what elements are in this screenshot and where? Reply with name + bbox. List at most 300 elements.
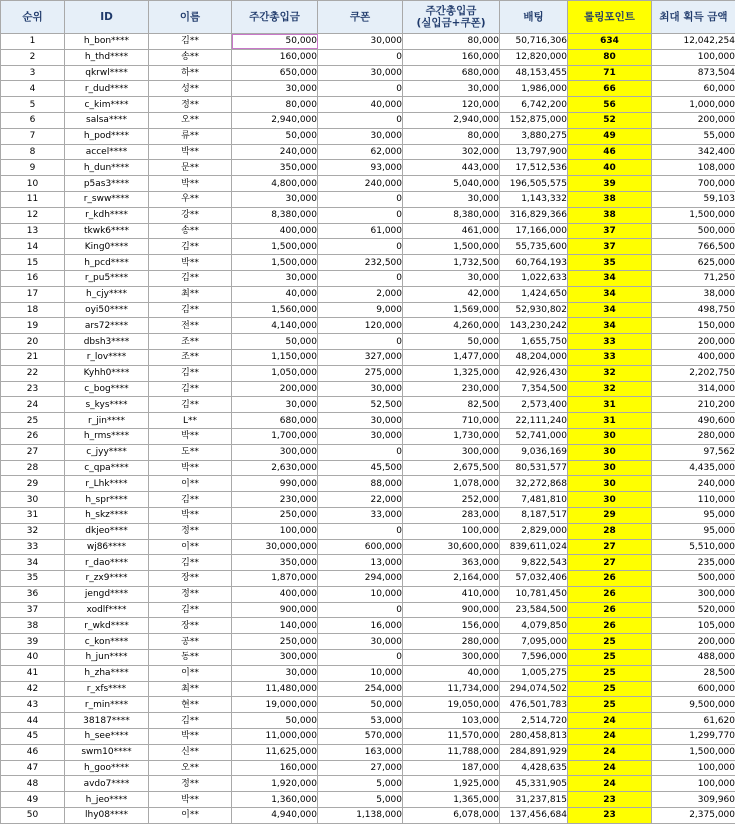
cell-betting[interactable]: 17,166,000 — [500, 223, 568, 239]
cell-coupon[interactable]: 40,000 — [318, 97, 403, 113]
cell-name[interactable]: 류** — [149, 128, 232, 144]
cell-rolling-point[interactable]: 39 — [568, 176, 652, 192]
cell-max-win[interactable]: 520,000 — [652, 602, 735, 618]
cell-rank[interactable]: 2 — [1, 49, 65, 65]
cell-rank[interactable]: 16 — [1, 270, 65, 286]
cell-betting[interactable]: 1,005,275 — [500, 665, 568, 681]
cell-max-win[interactable]: 500,000 — [652, 571, 735, 587]
cell-max-win[interactable]: 500,000 — [652, 223, 735, 239]
cell-rank[interactable]: 18 — [1, 302, 65, 318]
cell-rank[interactable]: 30 — [1, 492, 65, 508]
cell-rolling-point[interactable]: 37 — [568, 223, 652, 239]
cell-max-win[interactable]: 71,250 — [652, 270, 735, 286]
cell-rolling-point[interactable]: 26 — [568, 586, 652, 602]
cell-weekly-deposit[interactable]: 8,380,000 — [232, 207, 318, 223]
cell-weekly-deposit[interactable]: 4,940,000 — [232, 808, 318, 824]
cell-id[interactable]: s_kys**** — [65, 397, 149, 413]
cell-max-win[interactable]: 498,750 — [652, 302, 735, 318]
cell-weekly-deposit[interactable]: 650,000 — [232, 65, 318, 81]
cell-betting[interactable]: 52,930,802 — [500, 302, 568, 318]
cell-rank[interactable]: 20 — [1, 334, 65, 350]
cell-coupon[interactable]: 0 — [318, 334, 403, 350]
cell-name[interactable]: 동** — [149, 650, 232, 666]
cell-weekly-total[interactable]: 443,000 — [403, 160, 500, 176]
cell-max-win[interactable]: 200,000 — [652, 634, 735, 650]
cell-id[interactable]: h_bon**** — [65, 34, 149, 50]
cell-name[interactable]: 김** — [149, 239, 232, 255]
cell-name[interactable]: 김** — [149, 34, 232, 50]
cell-id[interactable]: h_zha**** — [65, 665, 149, 681]
cell-rank[interactable]: 23 — [1, 381, 65, 397]
cell-id[interactable]: r_xfs**** — [65, 681, 149, 697]
cell-betting[interactable]: 8,187,517 — [500, 507, 568, 523]
cell-weekly-deposit[interactable]: 30,000,000 — [232, 539, 318, 555]
cell-rolling-point[interactable]: 46 — [568, 144, 652, 160]
cell-id[interactable]: h_thd**** — [65, 49, 149, 65]
cell-id[interactable]: h_see**** — [65, 729, 149, 745]
cell-id[interactable]: r_dud**** — [65, 81, 149, 97]
cell-name[interactable]: 박** — [149, 507, 232, 523]
cell-rolling-point[interactable]: 25 — [568, 697, 652, 713]
cell-coupon[interactable]: 52,500 — [318, 397, 403, 413]
cell-weekly-deposit[interactable]: 240,000 — [232, 144, 318, 160]
cell-id[interactable]: swm10**** — [65, 744, 149, 760]
cell-name[interactable]: 조** — [149, 349, 232, 365]
cell-betting[interactable]: 284,891,929 — [500, 744, 568, 760]
cell-weekly-deposit[interactable]: 230,000 — [232, 492, 318, 508]
cell-id[interactable]: h_goo**** — [65, 760, 149, 776]
header-rolling-point[interactable]: 롤링포인트 — [568, 1, 652, 34]
cell-coupon[interactable]: 0 — [318, 444, 403, 460]
cell-rolling-point[interactable]: 31 — [568, 397, 652, 413]
cell-id[interactable]: salsa**** — [65, 112, 149, 128]
cell-rank[interactable]: 43 — [1, 697, 65, 713]
cell-betting[interactable]: 45,331,905 — [500, 776, 568, 792]
cell-weekly-total[interactable]: 710,000 — [403, 413, 500, 429]
cell-rolling-point[interactable]: 26 — [568, 571, 652, 587]
cell-betting[interactable]: 196,505,575 — [500, 176, 568, 192]
cell-id[interactable]: h_jun**** — [65, 650, 149, 666]
cell-rank[interactable]: 42 — [1, 681, 65, 697]
cell-max-win[interactable]: 100,000 — [652, 49, 735, 65]
cell-name[interactable]: 김** — [149, 602, 232, 618]
cell-rolling-point[interactable]: 30 — [568, 444, 652, 460]
cell-name[interactable]: 김** — [149, 492, 232, 508]
cell-rank[interactable]: 25 — [1, 413, 65, 429]
cell-id[interactable]: h_pod**** — [65, 128, 149, 144]
cell-id[interactable]: r_lov**** — [65, 349, 149, 365]
cell-coupon[interactable]: 0 — [318, 207, 403, 223]
cell-coupon[interactable]: 275,000 — [318, 365, 403, 381]
cell-max-win[interactable]: 1,500,000 — [652, 207, 735, 223]
cell-id[interactable]: c_kon**** — [65, 634, 149, 650]
cell-weekly-deposit[interactable]: 50,000 — [232, 128, 318, 144]
cell-weekly-deposit[interactable]: 1,050,000 — [232, 365, 318, 381]
cell-name[interactable]: 우** — [149, 191, 232, 207]
cell-coupon[interactable]: 240,000 — [318, 176, 403, 192]
cell-max-win[interactable]: 210,200 — [652, 397, 735, 413]
cell-rolling-point[interactable]: 30 — [568, 460, 652, 476]
cell-coupon[interactable]: 254,000 — [318, 681, 403, 697]
cell-rank[interactable]: 9 — [1, 160, 65, 176]
cell-rolling-point[interactable]: 40 — [568, 160, 652, 176]
cell-max-win[interactable]: 1,500,000 — [652, 744, 735, 760]
cell-max-win[interactable]: 97,562 — [652, 444, 735, 460]
cell-max-win[interactable]: 110,000 — [652, 492, 735, 508]
cell-weekly-total[interactable]: 1,500,000 — [403, 239, 500, 255]
cell-rank[interactable]: 41 — [1, 665, 65, 681]
cell-rank[interactable]: 29 — [1, 476, 65, 492]
cell-coupon[interactable]: 163,000 — [318, 744, 403, 760]
cell-rank[interactable]: 10 — [1, 176, 65, 192]
cell-id[interactable]: qkrwl**** — [65, 65, 149, 81]
cell-coupon[interactable]: 93,000 — [318, 160, 403, 176]
cell-weekly-total[interactable]: 363,000 — [403, 555, 500, 571]
cell-max-win[interactable]: 28,500 — [652, 665, 735, 681]
cell-rank[interactable]: 14 — [1, 239, 65, 255]
cell-weekly-deposit[interactable]: 2,940,000 — [232, 112, 318, 128]
cell-weekly-total[interactable]: 1,078,000 — [403, 476, 500, 492]
cell-name[interactable]: 이** — [149, 808, 232, 824]
cell-max-win[interactable]: 5,510,000 — [652, 539, 735, 555]
cell-betting[interactable]: 23,584,500 — [500, 602, 568, 618]
cell-weekly-total[interactable]: 2,675,500 — [403, 460, 500, 476]
cell-weekly-total[interactable]: 30,000 — [403, 81, 500, 97]
cell-max-win[interactable]: 59,103 — [652, 191, 735, 207]
cell-weekly-total[interactable]: 30,000 — [403, 191, 500, 207]
cell-id[interactable]: h_jeo**** — [65, 792, 149, 808]
cell-betting[interactable]: 4,428,635 — [500, 760, 568, 776]
cell-weekly-deposit[interactable]: 350,000 — [232, 555, 318, 571]
cell-rank[interactable]: 34 — [1, 555, 65, 571]
cell-weekly-total[interactable]: 230,000 — [403, 381, 500, 397]
cell-rolling-point[interactable]: 66 — [568, 81, 652, 97]
cell-weekly-deposit[interactable]: 300,000 — [232, 650, 318, 666]
cell-id[interactable]: 38187**** — [65, 713, 149, 729]
cell-rank[interactable]: 33 — [1, 539, 65, 555]
cell-id[interactable]: dkjeo**** — [65, 523, 149, 539]
cell-betting[interactable]: 1,424,650 — [500, 286, 568, 302]
cell-rolling-point[interactable]: 34 — [568, 286, 652, 302]
header-max-win[interactable]: 최대 획득 금액 — [652, 1, 735, 34]
cell-weekly-deposit[interactable]: 11,625,000 — [232, 744, 318, 760]
cell-name[interactable]: 장** — [149, 618, 232, 634]
cell-betting[interactable]: 48,153,455 — [500, 65, 568, 81]
cell-name[interactable]: 성** — [149, 81, 232, 97]
cell-coupon[interactable]: 33,000 — [318, 507, 403, 523]
cell-weekly-deposit[interactable]: 30,000 — [232, 397, 318, 413]
cell-coupon[interactable]: 0 — [318, 523, 403, 539]
cell-weekly-deposit[interactable]: 11,480,000 — [232, 681, 318, 697]
cell-max-win[interactable]: 300,000 — [652, 586, 735, 602]
cell-name[interactable]: 장** — [149, 571, 232, 587]
cell-coupon[interactable]: 5,000 — [318, 792, 403, 808]
cell-weekly-total[interactable]: 1,477,000 — [403, 349, 500, 365]
cell-name[interactable]: L** — [149, 413, 232, 429]
cell-weekly-deposit[interactable]: 160,000 — [232, 760, 318, 776]
cell-betting[interactable]: 60,764,193 — [500, 255, 568, 271]
cell-rank[interactable]: 24 — [1, 397, 65, 413]
cell-coupon[interactable]: 0 — [318, 49, 403, 65]
cell-max-win[interactable]: 700,000 — [652, 176, 735, 192]
cell-rank[interactable]: 48 — [1, 776, 65, 792]
cell-coupon[interactable]: 62,000 — [318, 144, 403, 160]
cell-max-win[interactable]: 490,600 — [652, 413, 735, 429]
cell-rank[interactable]: 46 — [1, 744, 65, 760]
cell-name[interactable]: 김** — [149, 381, 232, 397]
cell-rolling-point[interactable]: 38 — [568, 207, 652, 223]
cell-weekly-deposit[interactable]: 250,000 — [232, 507, 318, 523]
cell-rolling-point[interactable]: 24 — [568, 713, 652, 729]
cell-name[interactable]: 송** — [149, 223, 232, 239]
cell-rank[interactable]: 11 — [1, 191, 65, 207]
cell-rank[interactable]: 45 — [1, 729, 65, 745]
cell-coupon[interactable]: 2,000 — [318, 286, 403, 302]
cell-max-win[interactable]: 2,202,750 — [652, 365, 735, 381]
cell-id[interactable]: r_pu5**** — [65, 270, 149, 286]
cell-betting[interactable]: 7,354,500 — [500, 381, 568, 397]
cell-weekly-total[interactable]: 6,078,000 — [403, 808, 500, 824]
cell-weekly-total[interactable]: 1,730,000 — [403, 428, 500, 444]
cell-weekly-total[interactable]: 11,570,000 — [403, 729, 500, 745]
cell-name[interactable]: 공** — [149, 634, 232, 650]
cell-rolling-point[interactable]: 34 — [568, 318, 652, 334]
cell-weekly-deposit[interactable]: 250,000 — [232, 634, 318, 650]
cell-betting[interactable]: 10,781,450 — [500, 586, 568, 602]
cell-weekly-total[interactable]: 1,732,500 — [403, 255, 500, 271]
cell-betting[interactable]: 137,456,684 — [500, 808, 568, 824]
cell-max-win[interactable]: 600,000 — [652, 681, 735, 697]
cell-betting[interactable]: 839,611,024 — [500, 539, 568, 555]
cell-max-win[interactable]: 488,000 — [652, 650, 735, 666]
cell-name[interactable]: 전** — [149, 318, 232, 334]
cell-betting[interactable]: 143,230,242 — [500, 318, 568, 334]
cell-max-win[interactable]: 105,000 — [652, 618, 735, 634]
cell-rolling-point[interactable]: 34 — [568, 270, 652, 286]
cell-coupon[interactable]: 0 — [318, 602, 403, 618]
cell-weekly-deposit[interactable]: 100,000 — [232, 523, 318, 539]
cell-name[interactable]: 이** — [149, 539, 232, 555]
cell-rolling-point[interactable]: 23 — [568, 808, 652, 824]
cell-rank[interactable]: 50 — [1, 808, 65, 824]
cell-weekly-total[interactable]: 156,000 — [403, 618, 500, 634]
cell-coupon[interactable]: 27,000 — [318, 760, 403, 776]
cell-weekly-deposit[interactable]: 900,000 — [232, 602, 318, 618]
cell-max-win[interactable]: 240,000 — [652, 476, 735, 492]
header-rank[interactable]: 순위 — [1, 1, 65, 34]
cell-rank[interactable]: 37 — [1, 602, 65, 618]
cell-rank[interactable]: 13 — [1, 223, 65, 239]
cell-rank[interactable]: 38 — [1, 618, 65, 634]
cell-name[interactable]: 강** — [149, 207, 232, 223]
cell-betting[interactable]: 9,036,169 — [500, 444, 568, 460]
cell-weekly-total[interactable]: 11,734,000 — [403, 681, 500, 697]
header-weekly-total[interactable] — [403, 1, 500, 34]
cell-rolling-point[interactable]: 26 — [568, 602, 652, 618]
cell-id[interactable]: c_jyy**** — [65, 444, 149, 460]
cell-max-win[interactable]: 38,000 — [652, 286, 735, 302]
cell-rolling-point[interactable]: 37 — [568, 239, 652, 255]
cell-name[interactable]: 조** — [149, 334, 232, 350]
cell-name[interactable]: 최** — [149, 681, 232, 697]
cell-coupon[interactable]: 570,000 — [318, 729, 403, 745]
cell-coupon[interactable]: 10,000 — [318, 586, 403, 602]
cell-rolling-point[interactable]: 28 — [568, 523, 652, 539]
cell-betting[interactable]: 6,742,200 — [500, 97, 568, 113]
cell-max-win[interactable]: 200,000 — [652, 112, 735, 128]
cell-weekly-total[interactable]: 900,000 — [403, 602, 500, 618]
cell-name[interactable]: 이** — [149, 665, 232, 681]
cell-weekly-total[interactable]: 280,000 — [403, 634, 500, 650]
cell-name[interactable]: 최** — [149, 286, 232, 302]
cell-rank[interactable]: 5 — [1, 97, 65, 113]
cell-id[interactable]: r_wkd**** — [65, 618, 149, 634]
cell-weekly-deposit[interactable]: 50,000 — [232, 334, 318, 350]
cell-name[interactable]: 김** — [149, 397, 232, 413]
cell-id[interactable]: c_kim**** — [65, 97, 149, 113]
cell-betting[interactable]: 80,531,577 — [500, 460, 568, 476]
cell-coupon[interactable]: 53,000 — [318, 713, 403, 729]
cell-rolling-point[interactable]: 80 — [568, 49, 652, 65]
header-id[interactable]: ID — [65, 1, 149, 34]
cell-max-win[interactable]: 766,500 — [652, 239, 735, 255]
cell-max-win[interactable]: 625,000 — [652, 255, 735, 271]
cell-rank[interactable]: 15 — [1, 255, 65, 271]
cell-betting[interactable]: 55,735,600 — [500, 239, 568, 255]
cell-id[interactable]: avdo7**** — [65, 776, 149, 792]
cell-rolling-point[interactable]: 33 — [568, 349, 652, 365]
cell-coupon[interactable]: 9,000 — [318, 302, 403, 318]
cell-rolling-point[interactable]: 32 — [568, 365, 652, 381]
cell-coupon[interactable]: 30,000 — [318, 413, 403, 429]
cell-coupon[interactable]: 13,000 — [318, 555, 403, 571]
cell-weekly-deposit[interactable]: 1,150,000 — [232, 349, 318, 365]
cell-coupon[interactable]: 5,000 — [318, 776, 403, 792]
cell-id[interactable]: r_min**** — [65, 697, 149, 713]
cell-id[interactable]: jengd**** — [65, 586, 149, 602]
cell-rank[interactable]: 7 — [1, 128, 65, 144]
cell-max-win[interactable]: 60,000 — [652, 81, 735, 97]
cell-name[interactable]: 박** — [149, 144, 232, 160]
cell-weekly-total[interactable]: 160,000 — [403, 49, 500, 65]
cell-betting[interactable]: 13,797,900 — [500, 144, 568, 160]
cell-coupon[interactable]: 22,000 — [318, 492, 403, 508]
cell-id[interactable]: xodlf**** — [65, 602, 149, 618]
cell-rank[interactable]: 31 — [1, 507, 65, 523]
cell-weekly-deposit[interactable]: 1,920,000 — [232, 776, 318, 792]
cell-rolling-point[interactable]: 29 — [568, 507, 652, 523]
cell-rolling-point[interactable]: 31 — [568, 413, 652, 429]
cell-rolling-point[interactable]: 34 — [568, 302, 652, 318]
cell-max-win[interactable]: 108,000 — [652, 160, 735, 176]
cell-rank[interactable]: 39 — [1, 634, 65, 650]
cell-weekly-deposit[interactable]: 1,700,000 — [232, 428, 318, 444]
cell-weekly-total[interactable]: 120,000 — [403, 97, 500, 113]
cell-betting[interactable]: 2,573,400 — [500, 397, 568, 413]
cell-rolling-point[interactable]: 25 — [568, 634, 652, 650]
cell-rank[interactable]: 1 — [1, 34, 65, 50]
cell-id[interactable]: wj86**** — [65, 539, 149, 555]
cell-rank[interactable]: 27 — [1, 444, 65, 460]
cell-name[interactable]: 오** — [149, 760, 232, 776]
cell-id[interactable]: h_skz**** — [65, 507, 149, 523]
cell-rolling-point[interactable]: 49 — [568, 128, 652, 144]
cell-weekly-deposit[interactable]: 30,000 — [232, 665, 318, 681]
cell-rolling-point[interactable]: 23 — [568, 792, 652, 808]
cell-weekly-total[interactable]: 302,000 — [403, 144, 500, 160]
cell-rolling-point[interactable]: 35 — [568, 255, 652, 271]
cell-max-win[interactable]: 200,000 — [652, 334, 735, 350]
cell-coupon[interactable]: 30,000 — [318, 634, 403, 650]
cell-weekly-total[interactable]: 30,600,000 — [403, 539, 500, 555]
cell-weekly-total[interactable]: 19,050,000 — [403, 697, 500, 713]
cell-rank[interactable]: 19 — [1, 318, 65, 334]
cell-rolling-point[interactable]: 30 — [568, 476, 652, 492]
header-coupon[interactable]: 쿠폰 — [318, 1, 403, 34]
cell-weekly-total[interactable]: 1,365,000 — [403, 792, 500, 808]
cell-coupon[interactable]: 0 — [318, 239, 403, 255]
cell-coupon[interactable]: 232,500 — [318, 255, 403, 271]
cell-betting[interactable]: 294,074,502 — [500, 681, 568, 697]
cell-id[interactable]: ars72**** — [65, 318, 149, 334]
cell-betting[interactable]: 22,111,240 — [500, 413, 568, 429]
cell-weekly-deposit[interactable]: 40,000 — [232, 286, 318, 302]
cell-max-win[interactable]: 95,000 — [652, 507, 735, 523]
cell-weekly-deposit[interactable]: 1,500,000 — [232, 239, 318, 255]
cell-weekly-deposit[interactable]: 50,000 — [232, 713, 318, 729]
cell-rank[interactable]: 36 — [1, 586, 65, 602]
cell-coupon[interactable]: 0 — [318, 191, 403, 207]
cell-betting[interactable]: 1,655,750 — [500, 334, 568, 350]
cell-rank[interactable]: 4 — [1, 81, 65, 97]
cell-rolling-point[interactable]: 30 — [568, 428, 652, 444]
cell-weekly-total[interactable]: 30,000 — [403, 270, 500, 286]
cell-weekly-total[interactable]: 680,000 — [403, 65, 500, 81]
cell-rank[interactable]: 22 — [1, 365, 65, 381]
header-weekly-deposit[interactable]: 주간총입금 — [232, 1, 318, 34]
cell-name[interactable]: 문** — [149, 160, 232, 176]
cell-betting[interactable]: 7,095,000 — [500, 634, 568, 650]
cell-betting[interactable]: 31,237,815 — [500, 792, 568, 808]
cell-coupon[interactable]: 30,000 — [318, 65, 403, 81]
cell-name[interactable]: 김** — [149, 555, 232, 571]
cell-coupon[interactable]: 0 — [318, 112, 403, 128]
cell-betting[interactable]: 4,079,850 — [500, 618, 568, 634]
cell-weekly-total[interactable]: 80,000 — [403, 128, 500, 144]
cell-name[interactable]: 박** — [149, 792, 232, 808]
cell-weekly-deposit[interactable]: 1,870,000 — [232, 571, 318, 587]
cell-rank[interactable]: 21 — [1, 349, 65, 365]
cell-weekly-deposit[interactable]: 140,000 — [232, 618, 318, 634]
cell-betting[interactable]: 476,501,783 — [500, 697, 568, 713]
cell-rolling-point[interactable]: 25 — [568, 650, 652, 666]
cell-name[interactable]: 박** — [149, 428, 232, 444]
cell-max-win[interactable]: 280,000 — [652, 428, 735, 444]
cell-rank[interactable]: 35 — [1, 571, 65, 587]
cell-weekly-deposit[interactable]: 19,000,000 — [232, 697, 318, 713]
header-betting[interactable]: 배팅 — [500, 1, 568, 34]
cell-max-win[interactable]: 309,960 — [652, 792, 735, 808]
cell-rolling-point[interactable]: 25 — [568, 665, 652, 681]
cell-max-win[interactable]: 400,000 — [652, 349, 735, 365]
cell-weekly-deposit[interactable]: 200,000 — [232, 381, 318, 397]
cell-name[interactable]: 정** — [149, 97, 232, 113]
cell-coupon[interactable]: 45,500 — [318, 460, 403, 476]
cell-max-win[interactable]: 12,042,254 — [652, 34, 735, 50]
cell-betting[interactable]: 152,875,000 — [500, 112, 568, 128]
cell-rank[interactable]: 26 — [1, 428, 65, 444]
cell-coupon[interactable]: 600,000 — [318, 539, 403, 555]
